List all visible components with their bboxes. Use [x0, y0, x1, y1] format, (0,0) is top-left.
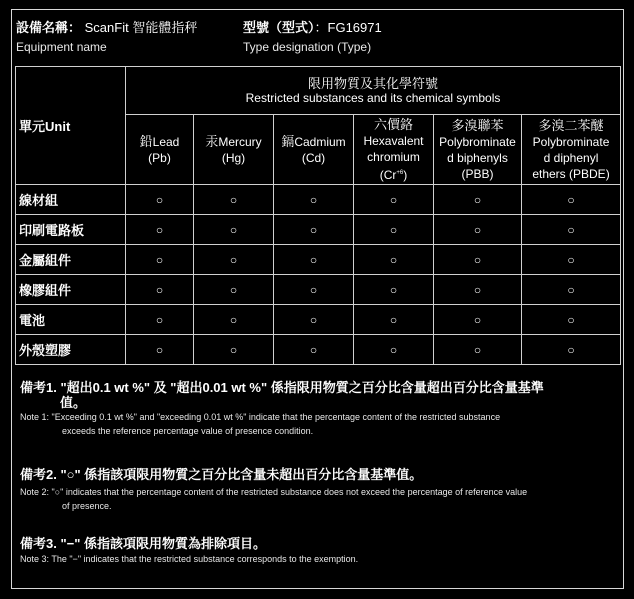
- compliance-mark-cell: ○: [194, 335, 274, 365]
- equipment-name-value: ScanFit 智能體指秤: [84, 20, 198, 35]
- row-label: 印刷電路板: [16, 215, 126, 245]
- compliance-mark-cell: ○: [434, 305, 522, 335]
- note-1-cn-line2: 值。: [60, 395, 87, 410]
- compliance-mark-cell: ○: [434, 185, 522, 215]
- column-header-pbb: [434, 115, 522, 185]
- substances-group-title-en: Restricted substances and its chemical symbols: [245, 90, 501, 105]
- note-2-cn-line1: 備考2. "○" 係指該項限用物質之百分比含量未超出百分比含量基準值。: [20, 467, 423, 482]
- column-pbde-cn: 多溴二苯醚: [538, 117, 604, 133]
- note-2: [20, 467, 620, 513]
- column-cadmium-cn: 鎘: [281, 133, 295, 149]
- column-chromium-en-1: Hexavalent: [363, 133, 424, 148]
- compliance-mark-cell: ○: [194, 215, 274, 245]
- column-cadmium-en: Cadmium: [294, 134, 346, 149]
- note-3: [20, 536, 620, 566]
- table-body: [16, 185, 621, 365]
- compliance-mark-cell: ○: [522, 245, 621, 275]
- note-1-en-line1: Note 1: "Exceeding 0.1 wt %" and "exceeding 0.01 wt %" indicate that the percentage content of the restricted substance: [20, 412, 501, 422]
- compliance-mark-cell: ○: [194, 305, 274, 335]
- column-mercury-cn: 汞: [205, 133, 219, 149]
- row-label: 金屬組件: [16, 245, 126, 275]
- column-pbb-en-1: Polybrominate: [439, 134, 516, 149]
- table-row: [16, 275, 621, 305]
- column-pbde-en-1: Polybrominate: [532, 134, 610, 149]
- type-designation-row: [243, 17, 382, 36]
- column-header-pbde: [522, 115, 621, 185]
- substances-group-header: [126, 67, 621, 115]
- compliance-mark-cell: ○: [274, 305, 354, 335]
- table-header-row: [16, 67, 621, 115]
- note-3-en-line1: Note 3: The "−" indicates that the restricted substance corresponds to the exemption.: [20, 554, 359, 564]
- column-lead-en: Lead: [152, 134, 180, 149]
- column-pbde-symbol: ethers (PBDE): [532, 166, 610, 181]
- compliance-mark-cell: ○: [194, 245, 274, 275]
- compliance-mark-cell: ○: [354, 185, 434, 215]
- column-pbde-en-2: d diphenyl: [543, 150, 599, 165]
- compliance-mark-cell: ○: [522, 335, 621, 365]
- compliance-mark-cell: ○: [126, 305, 194, 335]
- column-header-mercury: [194, 115, 274, 185]
- compliance-mark-cell: ○: [354, 305, 434, 335]
- compliance-mark-cell: ○: [126, 335, 194, 365]
- column-lead-cn: 鉛: [139, 133, 153, 149]
- compliance-mark-cell: ○: [126, 275, 194, 305]
- note-2-en-line1: Note 2: "○" indicates that the percentage content of the restricted substance does not exceed the percentage of reference value: [20, 487, 528, 497]
- compliance-mark-cell: ○: [274, 185, 354, 215]
- compliance-mark-cell: ○: [434, 275, 522, 305]
- column-pbb-en-2: d biphenyls: [447, 150, 508, 165]
- row-label: 橡膠組件: [16, 275, 126, 305]
- compliance-mark-cell: ○: [434, 245, 522, 275]
- column-pbb-cn: 多溴聯苯: [451, 117, 504, 133]
- compliance-mark-cell: ○: [194, 275, 274, 305]
- unit-header: 單元Unit: [16, 67, 126, 185]
- column-lead-symbol: (Pb): [148, 150, 171, 165]
- table-row: [16, 335, 621, 365]
- row-label: 電池: [16, 305, 126, 335]
- type-designation-value: ：FG16971: [314, 20, 382, 35]
- compliance-mark-cell: ○: [354, 335, 434, 365]
- compliance-mark-cell: ○: [274, 335, 354, 365]
- compliance-mark-cell: ○: [354, 215, 434, 245]
- equipment-name-label-cn: 設備名稱：: [16, 20, 82, 35]
- table-row: [16, 185, 621, 215]
- table-row: [16, 215, 621, 245]
- compliance-mark-cell: ○: [522, 215, 621, 245]
- column-mercury-en: Mercury: [218, 134, 262, 149]
- note-1-cn-line1: 備考1. "超出0.1 wt %" 及 "超出0.01 wt %" 係指限用物質之百分比含量超出百分比含量基準: [20, 380, 544, 395]
- compliance-mark-cell: ○: [354, 245, 434, 275]
- column-chromium-en-2: chromium: [367, 149, 420, 164]
- note-2-en-line2: of presence.: [62, 501, 112, 511]
- compliance-mark-cell: ○: [274, 245, 354, 275]
- column-header-cadmium: [274, 115, 354, 185]
- compliance-mark-cell: ○: [434, 215, 522, 245]
- column-mercury-symbol: (Hg): [221, 150, 246, 165]
- compliance-mark-cell: ○: [194, 185, 274, 215]
- equipment-name-label-en: Equipment name: [16, 40, 107, 54]
- column-pbb-symbol: (PBB): [461, 166, 494, 181]
- table-row: [16, 245, 621, 275]
- compliance-mark-cell: ○: [274, 275, 354, 305]
- compliance-mark-cell: ○: [522, 275, 621, 305]
- column-header-hexavalent-chromium: [354, 115, 434, 185]
- note-1: [20, 380, 620, 438]
- type-designation-label-en: Type designation (Type): [243, 40, 372, 54]
- compliance-mark-cell: ○: [126, 185, 194, 215]
- column-header-lead: [126, 115, 194, 185]
- note-3-cn-line1: 備考3. "−" 係指該項限用物質為排除項目。: [20, 536, 266, 551]
- compliance-mark-cell: ○: [126, 215, 194, 245]
- equipment-name-row: [16, 17, 197, 36]
- restricted-substances-table: [15, 66, 621, 365]
- note-1-en-line2: exceeds the reference percentage value of presence condition.: [62, 426, 314, 436]
- compliance-mark-cell: ○: [434, 335, 522, 365]
- type-designation-label-cn: 型號（型式）: [243, 20, 315, 35]
- compliance-mark-cell: ○: [522, 305, 621, 335]
- column-chromium-cn: 六價鉻: [373, 116, 413, 132]
- table-row: [16, 305, 621, 335]
- row-label: 線材組: [16, 185, 126, 215]
- row-label: 外殼塑膠: [16, 335, 126, 365]
- column-chromium-superscript: +6: [396, 169, 404, 176]
- compliance-mark-cell: ○: [354, 275, 434, 305]
- column-cadmium-symbol: (Cd): [301, 150, 326, 165]
- compliance-mark-cell: ○: [274, 215, 354, 245]
- compliance-mark-cell: ○: [522, 185, 621, 215]
- column-chromium-symbol: (Cr: [379, 167, 397, 182]
- substances-group-title-cn: 限用物質及其化學符號: [308, 75, 439, 91]
- compliance-mark-cell: ○: [126, 245, 194, 275]
- column-chromium-symbol-close: ): [403, 167, 408, 182]
